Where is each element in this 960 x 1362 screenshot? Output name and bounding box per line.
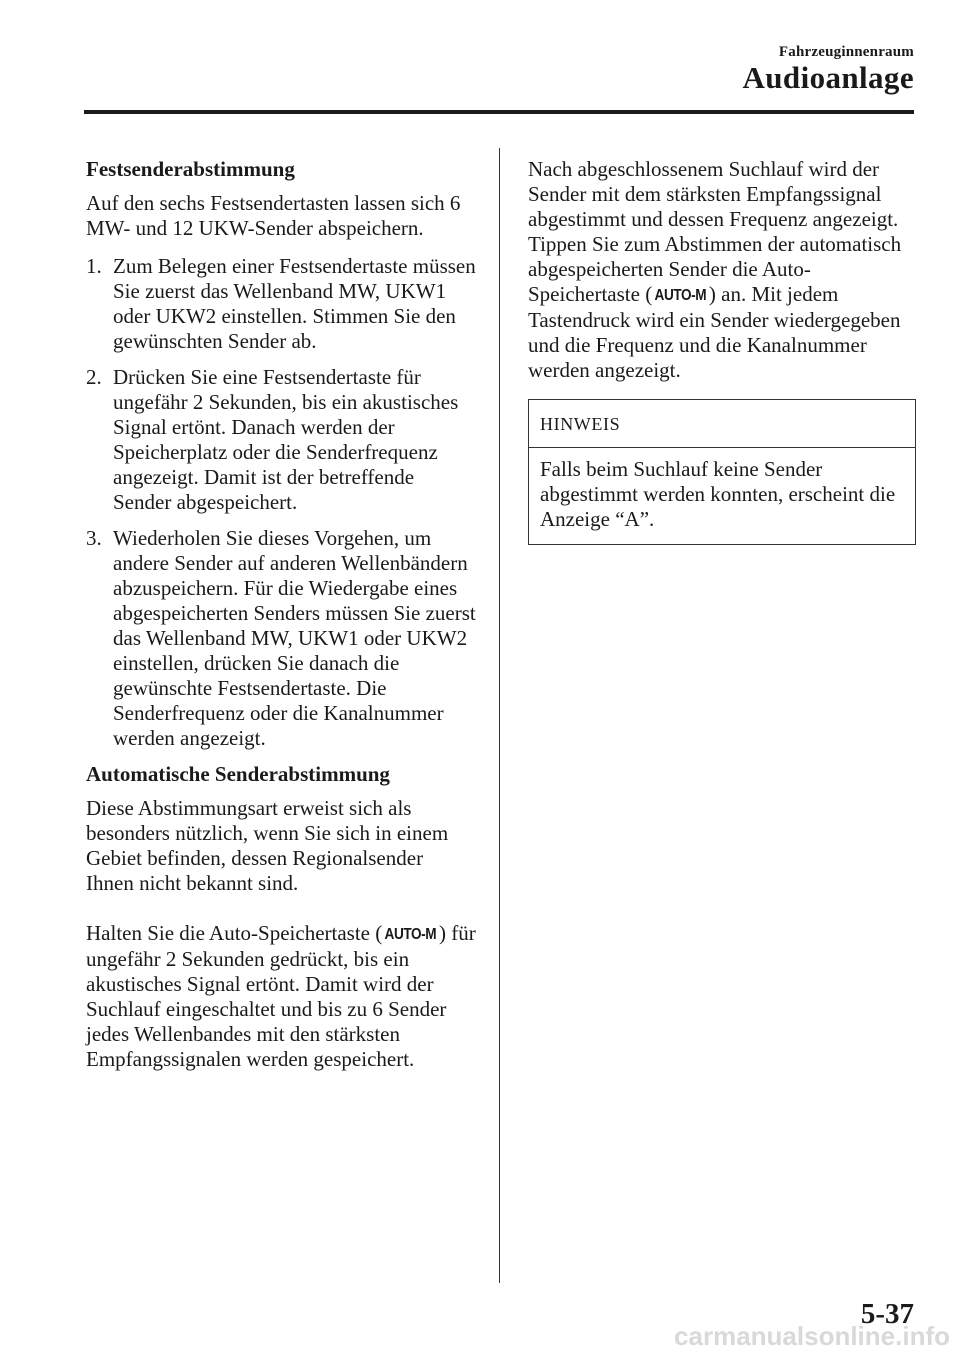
list-item: [86, 526, 476, 751]
text-segment: ) an. Mit jedem Tastendruck wird ein Sender wiedergegeben und die Frequenz und die Kanalnummer werden angezeigt.: [528, 282, 901, 382]
search-result-paragraph: [528, 157, 918, 383]
auto-m-key-icon: AUTO-M: [654, 287, 707, 304]
steps-list: [86, 254, 476, 751]
list-item: [86, 365, 476, 515]
text-segment: ) für ungefähr 2 Sekunden gedrückt, bis ein akustisches Signal ertönt. Damit wird der Suchlauf eingeschaltet und bis zu 6 Sender jedes Wellenbandes mit den stärksten Empfangssignalen werden gespeichert.: [86, 921, 476, 1071]
watermark: carmanualsonline.info: [674, 1321, 950, 1351]
step-text: Wiederholen Sie dieses Vorgehen, um andere Sender auf anderen Wellenbändern abzuspeichern. Für die Wiedergabe eines abgespeicherten Senders müssen Sie zuerst das Wellenband MW, UKW1 oder UKW2 einstellen, drücken Sie danach die gewünschte Festsendertaste. Die Senderfrequenz oder die Kanalnummer werden angezeigt.: [113, 526, 476, 750]
step-text: Zum Belegen einer Festsendertaste müssen Sie zuerst das Wellenband MW, UKW1 oder UKW2 einstellen. Stimmen Sie den gewünschten Sender ab.: [113, 254, 476, 353]
list-item: [86, 254, 476, 354]
right-column: [528, 157, 918, 545]
note-title: HINWEIS: [529, 400, 915, 448]
auto-store-paragraph: [86, 921, 476, 1072]
section-label: Fahrzeuginnenraum: [778, 44, 914, 60]
section-heading-auto: Automatische Senderabstimmung: [86, 762, 390, 786]
step-number: 3.: [86, 526, 102, 550]
intro-paragraph: Auf den sechs Festsendertasten lassen sich 6 MW- und 12 UKW-Sender abspeichern.: [86, 191, 461, 240]
auto-m-key-icon: AUTO-M: [384, 926, 437, 943]
text-segment: Nach abgeschlossenem Suchlauf wird der Sender mit dem stärksten Empfangssignal abgestimmt und dessen Frequenz angezeigt. Tippen Sie zum Abstimmen der automatisch abgespeicherten Sender die Auto-Speichertaste (: [528, 157, 902, 306]
section-heading-preset: Festsenderabstimmung: [86, 157, 295, 181]
note-box: [528, 399, 916, 545]
left-column: [86, 157, 476, 1085]
page-number: 5-37: [860, 1298, 914, 1330]
header-divider: [84, 110, 914, 114]
column-divider: [499, 148, 500, 1283]
page-title: Audioanlage: [742, 60, 914, 95]
auto-paragraph: Diese Abstimmungsart erweist sich als besonders nützlich, wenn Sie sich in einem Gebiet befinden, dessen Regionalsender Ihnen nicht bekannt sind.: [86, 796, 449, 895]
step-number: 2.: [86, 365, 102, 389]
note-text: Falls beim Suchlauf keine Sender abgestimmt werden konnten, erscheint die Anzeige “A”.: [540, 457, 896, 531]
text-segment: Halten Sie die Auto-Speichertaste (: [86, 921, 383, 945]
step-number: 1.: [86, 254, 102, 278]
step-text: Drücken Sie eine Festsendertaste für ungefähr 2 Sekunden, bis ein akustisches Signal ertönt. Danach werden der Speicherplatz oder die Senderfrequenz angezeigt. Damit ist der betreffende Sender abgespeichert.: [113, 365, 459, 514]
